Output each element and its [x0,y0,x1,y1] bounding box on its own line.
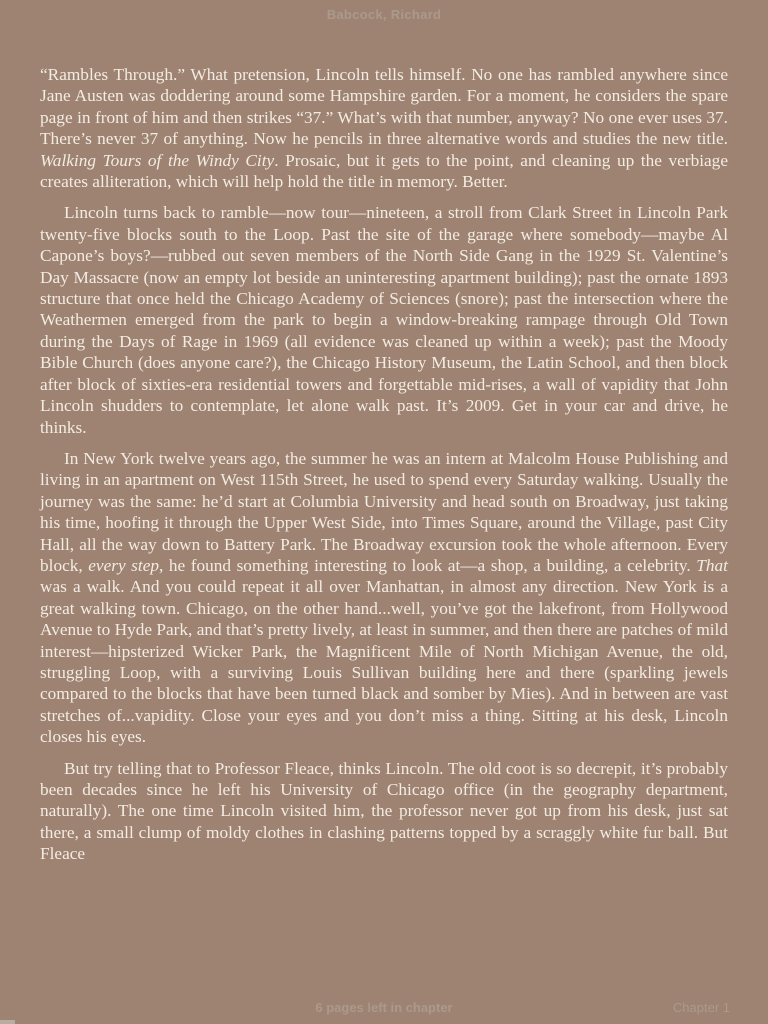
reading-page[interactable] [40,64,728,968]
chapter-label: Chapter 1 [672,1000,730,1015]
paragraph: But try telling that to Professor Fleace, thinks Lincoln. The old coot is so decrepit, it’s probably been decades since he left his University of Chicago office (in the geography department, naturally). The one time Lincoln visited him, the professor never got up from his desk, just sat there, a small clump of moldy clothes in clashing patterns topped by a scraggly white fur ball. But Fleace [40,758,728,864]
book-author-header [0,7,768,22]
header-title: Babcock, Richard [326,7,442,22]
paragraph: “Rambles Through.” What pretension, Lincoln tells himself. No one has rambled anywhere since Jane Austen was doddering around some Hampshire garden. For a moment, he considers the spare page in front of him and then strikes “37.” What’s with that number, anyway? No one ever uses 37. There’s never 37 of anything. Now he pencils in three alternative words and studies the new title. Walking Tours of the Windy City. Prosaic, but it gets to the point, and cleaning up the verbiage creates alliteration, which will help hold the title in memory. Better. [40,65,728,192]
page-text [40,64,728,865]
pages-left-label: 6 pages left in chapter [315,1000,453,1015]
paragraph: In New York twelve years ago, the summer he was an intern at Malcolm House Publishing and living in an apartment on West 115th Street, he used to spend every Saturday walking. Usually the journey was the same: he’d start at Columbia University and head south on Broadway, just taking his time, hoofing it through the Upper West Side, into Times Square, around the Village, past City Hall, all the way down to Battery Park. The Broadway excursion took the whole afternoon. Every block, every step, he found something interesting to look at—a shop, a building, a celebrity. That was a walk. And you could repeat it all over Manhattan, in almost any direction. New York is a great walking town. Chicago, on the other hand...well, you’ve got the lakefront, from Hollywood Avenue to Hyde Park, and that’s pretty lively, at least in summer, and then there are patches of mild interest—hipsterized Wicker Park, the Magnificent Mile of North Michigan Avenue, the old, struggling Loop, with a surviving Louis Sullivan building here and there (sparkling jewels compared to the blocks that have been turned black and somber by Mies). And in between are vast stretches of...vapidity. Close your eyes and you don’t miss a thing. Sitting at his desk, Lincoln closes his eyes. [40,448,728,747]
reading-progress-track [0,1020,768,1024]
paragraph: Lincoln turns back to ramble—now tour—nineteen, a stroll from Clark Street in Lincoln Park twenty-five blocks south to the Loop. Past the site of the garage where somebody—maybe Al Capone’s boys?—rubbed out seven members of the North Side Gang in the 1929 St. Valentine’s Day Massacre (now an empty lot beside an uninteresting apartment building); past the ornate 1893 structure that once held the Chicago Academy of Sciences (snore); past the intersection where the Weathermen emerged from the park to begin a window-breaking rampage through Old Town during the Days of Rage in 1969 (all evidence was cleaned up within a week); past the Moody Bible Church (does anyone care?), the Chicago History Museum, the Latin School, and then block after block of sixties-era residential towers and forgettable mid-rises, a wall of vapidity that John Lincoln shudders to contemplate, let alone walk past. It’s 2009. Get in your car and drive, he thinks. [40,203,728,437]
footer [0,1000,768,1016]
reading-progress-bar [0,1020,15,1024]
